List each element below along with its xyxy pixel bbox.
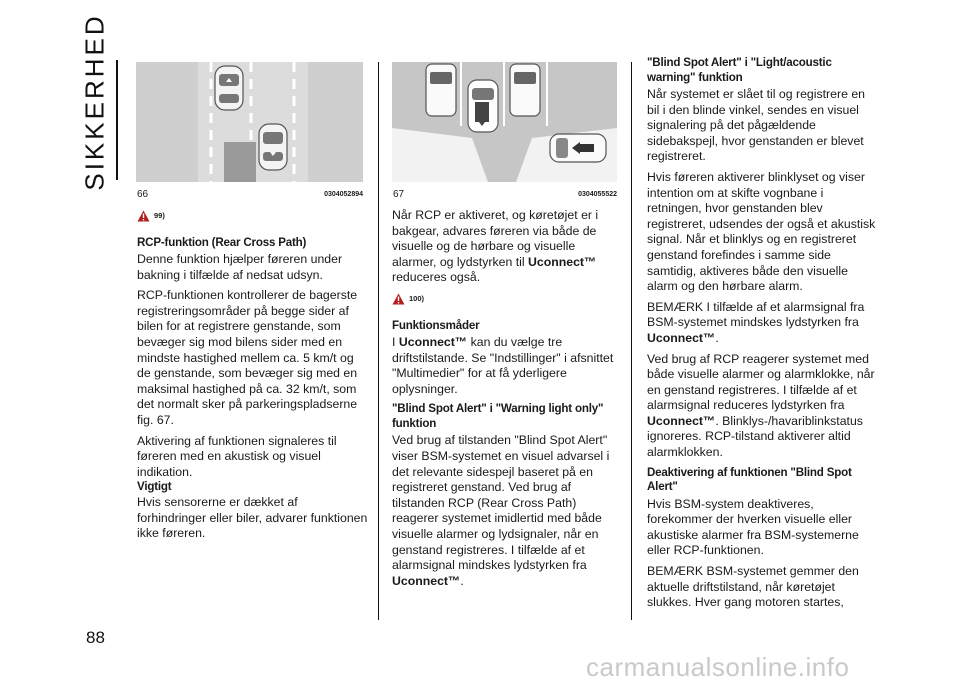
- paragraph: Hvis føreren aktiverer blinklyset og viser intention om at skifte vognbane i retningen, hvor genstanden blev registreret, udsendes der også et akustisk signal. Når et blinklys og en registreret genstand forefindes i samme side samtidig, aktiveres både den visuelle alarm og den hørbare alarm.: [647, 169, 876, 294]
- parking-lot-drawing: [392, 62, 617, 182]
- column-middle: [392, 208, 620, 594]
- paragraph: Hvis BSM-system deaktiveres, forekommer der hverken visuelle eller akustiske alarmer fra BSM-systemerne eller RCP-funktionen.: [647, 496, 859, 558]
- paragraph: Hvis sensorerne er dækket af forhindringer eller biler, advarer funktionen ikke føreren.: [137, 494, 368, 541]
- figure-67-illustration: [392, 62, 617, 182]
- figure-code: 0304052894: [324, 191, 363, 198]
- paragraph: Når systemet er slået til og registrere en bil i den blinde vinkel, sendes en visuel signalering på det pågældende sidebakspejl, hvor genstanden er blevet registreret.: [647, 87, 866, 164]
- road-lanes-drawing: [136, 62, 363, 182]
- column-divider: [378, 62, 379, 620]
- heading-warning-light-only: "Blind Spot Alert" i "Warning light only" funktion: [392, 402, 604, 430]
- warning-reference: 100): [392, 291, 424, 307]
- column-right: [647, 56, 879, 616]
- heading-deactivation: Deaktivering af funktionen "Blind Spot Alert": [647, 465, 852, 494]
- paragraph: I Uconnect™ kan du vælge tre driftstilstande. Se "Indstillinger" i afsnittet "Multimedier" for at få yderligere oplysninger.: [392, 335, 614, 396]
- figure-66-caption: [137, 189, 363, 200]
- section-rule: [116, 60, 118, 180]
- parked-car-icon: [426, 64, 456, 116]
- figure-67-caption: [393, 189, 617, 200]
- heading-rcp-function: RCP-funktion (Rear Cross Path): [137, 235, 307, 249]
- heading-important: Vigtigt: [137, 480, 172, 494]
- figure-number: 66: [137, 189, 149, 200]
- paragraph: BEMÆRK BSM-systemet gemmer den aktuelle driftstilstand, når køretøjet slukkes. Hver gang motoren startes,: [647, 564, 859, 610]
- section-title: SIKKERHED: [79, 13, 110, 191]
- watermark: carmanualsonline.info: [586, 652, 850, 682]
- car-top-icon: [259, 124, 287, 170]
- heading-light-acoustic-warning: "Blind Spot Alert" i "Light/acoustic warning" funktion: [647, 56, 832, 84]
- figure-66-illustration: [136, 62, 363, 182]
- warning-reference: 99): [137, 208, 165, 224]
- car-top-icon: [215, 66, 243, 110]
- paragraph: Når RCP er aktiveret, og køretøjet er i bakgear, advares føreren via både de visuelle og de hørbare og visuelle alarmer, og lydstyrken til Uconnect™ reduceres også.: [392, 208, 599, 285]
- figure-code: 0304055522: [578, 191, 617, 198]
- column-left: [137, 208, 369, 547]
- parked-car-icon: [510, 64, 540, 116]
- paragraph: Denne funktion hjælper føreren under bakning i tilfælde af nedsat udsyn.: [137, 252, 343, 282]
- column-divider: [631, 62, 632, 620]
- warning-triangle-icon: [392, 293, 405, 305]
- paragraph: RCP-funktionen kontrollerer de bagerste registreringsområder på begge sider af bilen for at registrere genstande, som bevæger sig mod bilens sider med en mindste hastighed mellem ca. 5 km/t og de genstande, som bevæger sig med en maksimal hastighed på ca. 32 km/t, som det normalt sker på parkeringspladserne fig. 67.: [137, 288, 358, 428]
- paragraph: Ved brug af RCP reagerer systemet med både visuelle alarmer og alarmklokke, når en genstand registreres. I tilfælde af et alarmsignal reduceres lydstyrken fra Uconnect™. Blinklys-/havariblinkstatus ignoreres. RCP-tilstand aktiverer altid alarmklokken.: [647, 351, 875, 460]
- crossing-car-icon: [550, 134, 606, 162]
- paragraph: Ved brug af tilstanden "Blind Spot Alert" viser BSM-systemet en visuel advarsel i det relevante sidespejl baseret på en registreret genstand. Ved brug af tilstanden RCP (Rear Cross Path) reagerer systemet imidlertid med både visuelle alarmer og lydsignaler, når en genstand registreres. I tilfælde af et alarmsignal mindskes lydstyrken fra Uconnect™.: [392, 433, 610, 588]
- paragraph: Aktivering af funktionen signaleres til føreren med en akustisk og visuel indikation.: [137, 433, 337, 479]
- reversing-car-icon: [468, 80, 498, 132]
- warning-triangle-icon: [137, 210, 150, 222]
- page-number: 88: [86, 628, 105, 647]
- heading-operating-modes: Funktionsmåder: [392, 318, 480, 332]
- paragraph: BEMÆRK I tilfælde af et alarmsignal fra BSM-systemet mindskes lydstyrken fra Uconnect™.: [647, 299, 865, 345]
- figure-number: 67: [393, 189, 405, 200]
